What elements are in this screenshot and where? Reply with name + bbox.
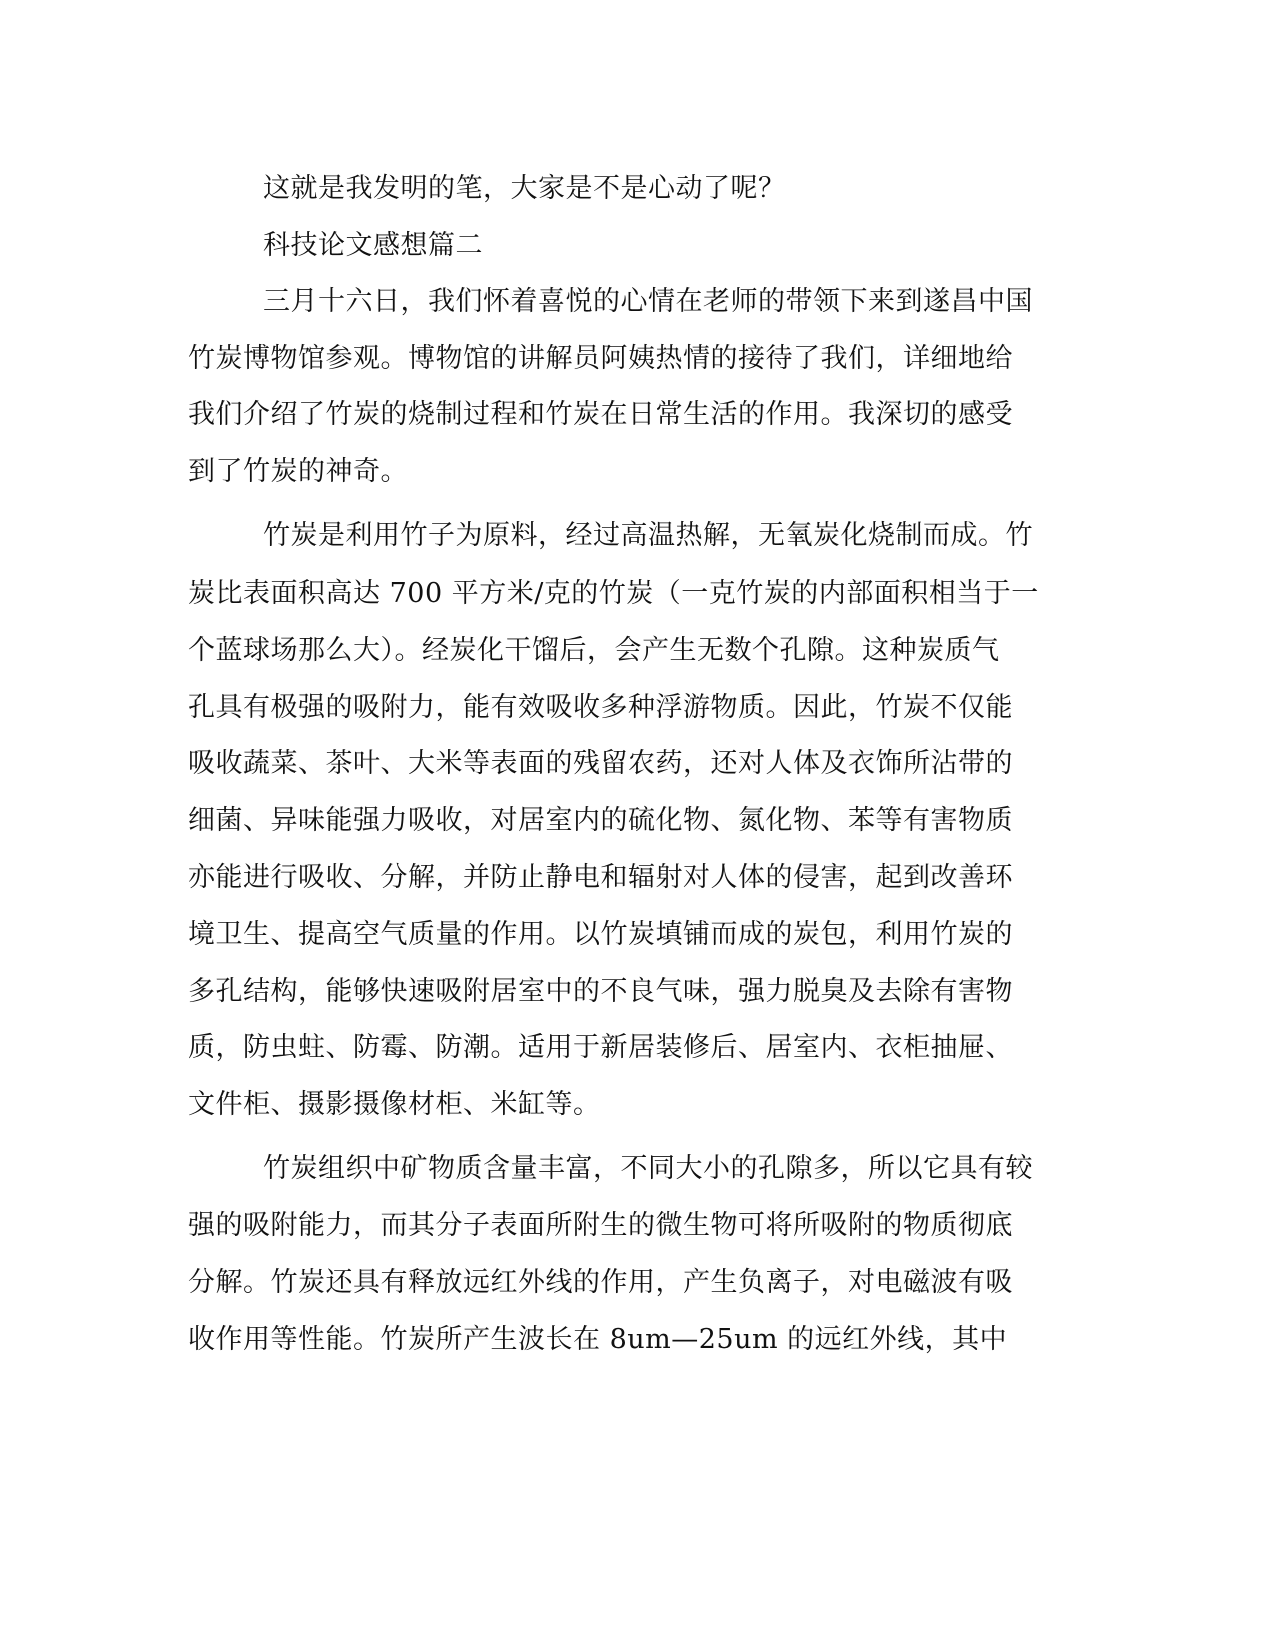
paragraph-3-line-2: 强的吸附能力，而其分子表面所附生的微生物可将所吸附的物质彻底 <box>188 1210 1013 1241</box>
paragraph-3-line-4: 收作用等性能。竹炭所产生波长在 8um—25um 的远红外线，其中 <box>188 1324 1008 1355</box>
paragraph-2-line-1: 竹炭是利用竹子为原料，经过高温热解，无氧炭化烧制而成。竹 <box>263 520 1033 551</box>
paragraph-2-line-8: 境卫生、提高空气质量的作用。以竹炭填铺而成的炭包，利用竹炭的 <box>188 919 1013 950</box>
paragraph-2-line-6: 细菌、异味能强力吸收，对居室内的硫化物、氮化物、苯等有害物质 <box>188 805 1013 836</box>
paragraph-2-line-10: 质，防虫蛀、防霉、防潮。适用于新居装修后、居室内、衣柜抽屉、 <box>188 1032 1013 1063</box>
paragraph-1-line-4: 到了竹炭的神奇。 <box>188 456 408 487</box>
section-heading: 科技论文感想篇二 <box>263 230 483 261</box>
paragraph-2-line-7: 亦能进行吸收、分解，并防止静电和辐射对人体的侵害，起到改善环 <box>188 862 1013 893</box>
paragraph-2-line-5: 吸收蔬菜、茶叶、大米等表面的残留农药，还对人体及衣饰所沾带的 <box>188 748 1013 779</box>
paragraph-3-line-1: 竹炭组织中矿物质含量丰富，不同大小的孔隙多，所以它具有较 <box>263 1153 1033 1184</box>
paragraph-2-line-11: 文件柜、摄影摄像材柜、米缸等。 <box>188 1089 601 1120</box>
paragraph-1-line-2: 竹炭博物馆参观。博物馆的讲解员阿姨热情的接待了我们，详细地给 <box>188 343 1013 374</box>
text-line-closing: 这就是我发明的笔，大家是不是心动了呢？ <box>263 173 786 204</box>
paragraph-1-line-3: 我们介绍了竹炭的烧制过程和竹炭在日常生活的作用。我深切的感受 <box>188 399 1013 430</box>
paragraph-2-line-3: 个蓝球场那么大）。经炭化干馏后，会产生无数个孔隙。这种炭质气 <box>188 635 1000 666</box>
paragraph-3-line-3: 分解。竹炭还具有释放远红外线的作用，产生负离子，对电磁波有吸 <box>188 1267 1013 1298</box>
paragraph-1-line-1: 三月十六日，我们怀着喜悦的心情在老师的带领下来到遂昌中国 <box>263 286 1033 317</box>
paragraph-2-line-9: 多孔结构，能够快速吸附居室中的不良气味，强力脱臭及去除有害物 <box>188 976 1013 1007</box>
paragraph-2-line-2: 炭比表面积高达 700 平方米/克的竹炭（一克竹炭的内部面积相当于一 <box>188 578 1039 609</box>
paragraph-2-line-4: 孔具有极强的吸附力，能有效吸收多种浮游物质。因此，竹炭不仅能 <box>188 692 1013 723</box>
